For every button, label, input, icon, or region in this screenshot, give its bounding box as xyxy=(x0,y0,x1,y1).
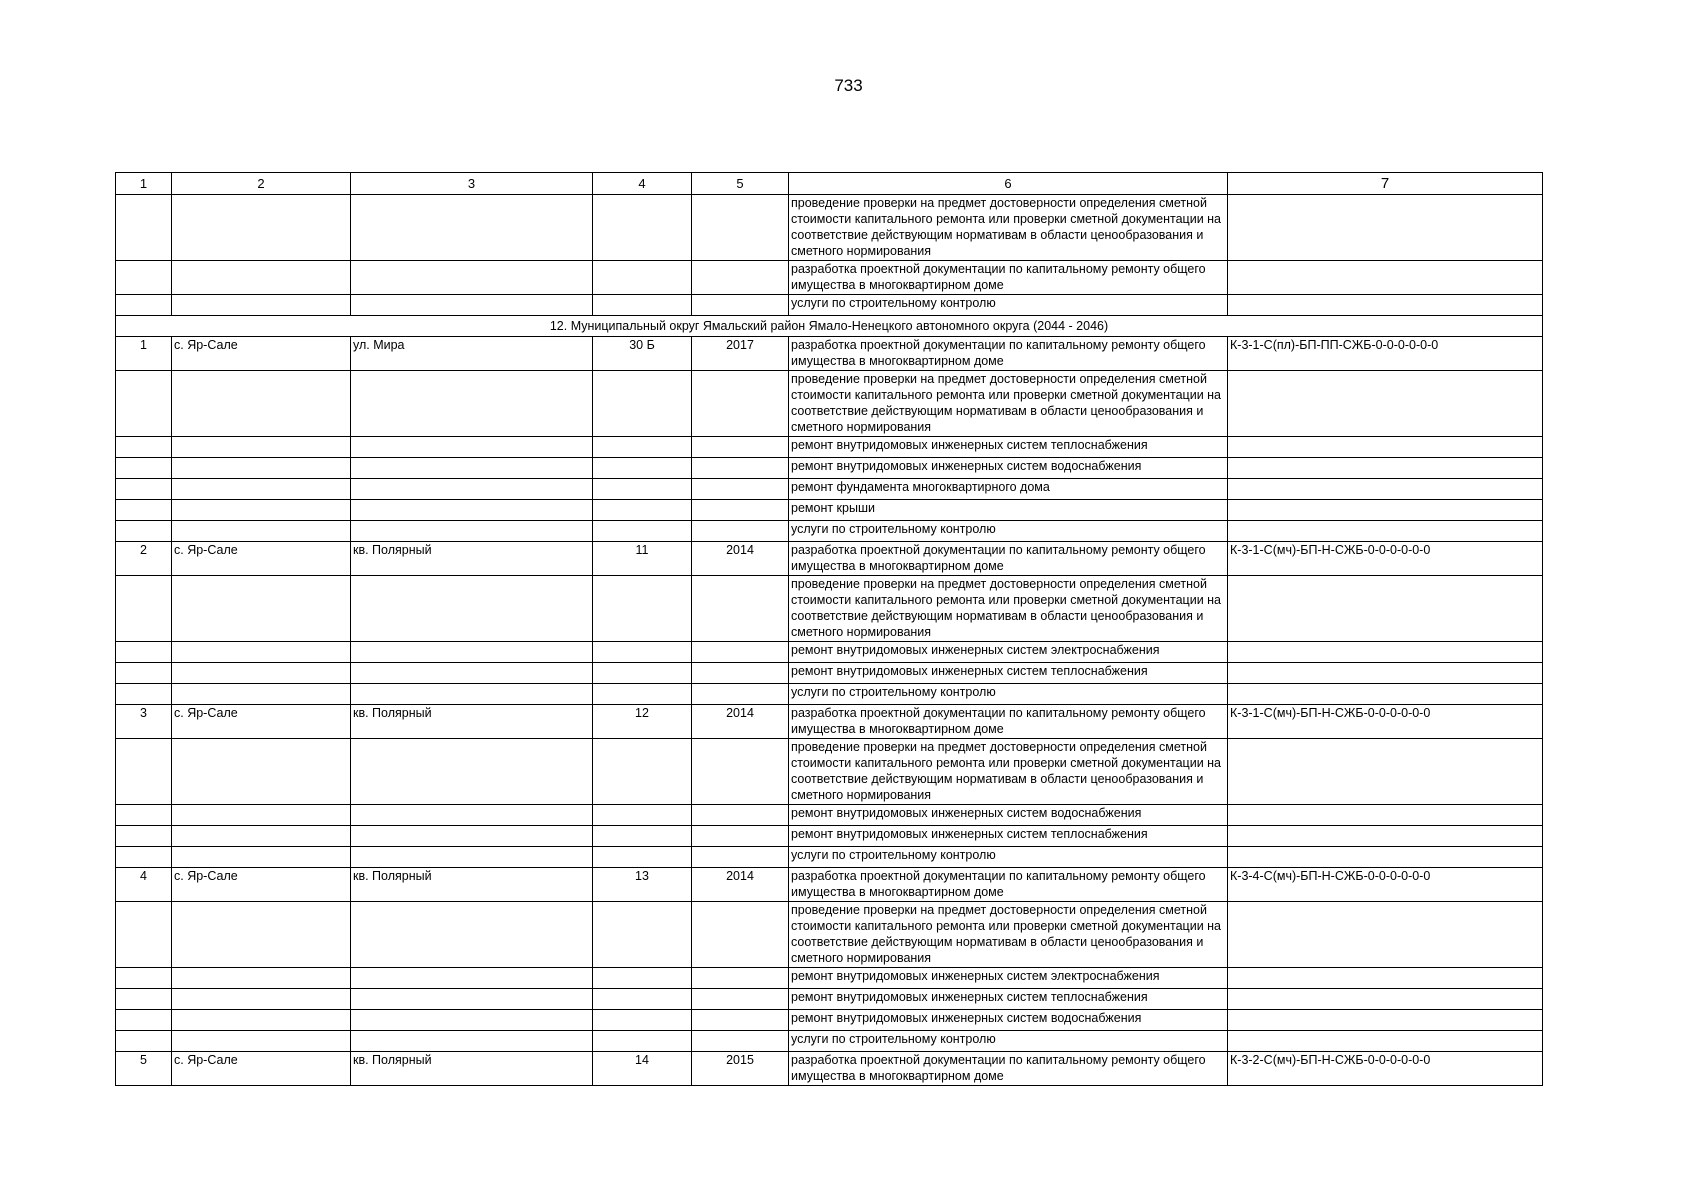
work-cell: разработка проектной документации по капитальному ремонту общего имущества в многоквартирном доме xyxy=(789,261,1228,295)
table-row xyxy=(116,642,1543,663)
street-cell xyxy=(351,989,593,1010)
work-cell: разработка проектной документации по капитальному ремонту общего имущества в многоквартирном доме xyxy=(789,1052,1228,1086)
settlement-cell xyxy=(172,739,351,805)
settlement-cell xyxy=(172,902,351,968)
row-number-cell xyxy=(116,989,172,1010)
table-row xyxy=(116,521,1543,542)
code-cell xyxy=(1228,1010,1543,1031)
street-cell xyxy=(351,739,593,805)
row-number-cell: 4 xyxy=(116,868,172,902)
house-number-cell xyxy=(593,968,692,989)
header-row xyxy=(116,173,1543,195)
year-cell xyxy=(692,479,789,500)
code-cell xyxy=(1228,437,1543,458)
street-cell xyxy=(351,521,593,542)
street-cell xyxy=(351,805,593,826)
header-cell: 7 xyxy=(1228,173,1543,195)
settlement-cell xyxy=(172,968,351,989)
street-cell xyxy=(351,500,593,521)
street-cell xyxy=(351,576,593,642)
table-row xyxy=(116,542,1543,576)
region-row xyxy=(116,316,1543,337)
year-cell: 2014 xyxy=(692,868,789,902)
work-cell: разработка проектной документации по капитальному ремонту общего имущества в многоквартирном доме xyxy=(789,868,1228,902)
row-number-cell xyxy=(116,500,172,521)
house-number-cell xyxy=(593,500,692,521)
house-number-cell xyxy=(593,479,692,500)
year-cell xyxy=(692,663,789,684)
capital-repair-table xyxy=(115,172,1543,1086)
table-row xyxy=(116,458,1543,479)
house-number-cell xyxy=(593,739,692,805)
table-row xyxy=(116,479,1543,500)
work-cell: проведение проверки на предмет достоверности определения сметной стоимости капитального ремонта или проверки сметной документации на соответствие действующим нормативам в области ценообразования и сметного нормирования xyxy=(789,576,1228,642)
row-number-cell: 1 xyxy=(116,337,172,371)
year-cell xyxy=(692,989,789,1010)
work-cell: ремонт внутридомовых инженерных систем теплоснабжения xyxy=(789,826,1228,847)
street-cell xyxy=(351,437,593,458)
settlement-cell xyxy=(172,663,351,684)
year-cell: 2015 xyxy=(692,1052,789,1086)
table-row xyxy=(116,1031,1543,1052)
year-cell xyxy=(692,739,789,805)
street-cell: кв. Полярный xyxy=(351,1052,593,1086)
table-row xyxy=(116,1010,1543,1031)
row-number-cell xyxy=(116,805,172,826)
row-number-cell xyxy=(116,902,172,968)
year-cell xyxy=(692,642,789,663)
house-number-cell xyxy=(593,1031,692,1052)
table-row xyxy=(116,805,1543,826)
code-cell xyxy=(1228,642,1543,663)
table-row xyxy=(116,1052,1543,1086)
row-number-cell xyxy=(116,458,172,479)
street-cell: ул. Мира xyxy=(351,337,593,371)
house-number-cell xyxy=(593,371,692,437)
header-cell: 2 xyxy=(172,173,351,195)
row-number-cell xyxy=(116,437,172,458)
row-number-cell: 5 xyxy=(116,1052,172,1086)
row-number-cell xyxy=(116,1031,172,1052)
year-cell xyxy=(692,458,789,479)
code-cell xyxy=(1228,826,1543,847)
row-number-cell xyxy=(116,739,172,805)
year-cell xyxy=(692,576,789,642)
page-number: 733 xyxy=(834,76,863,95)
house-number-cell xyxy=(593,847,692,868)
settlement-cell xyxy=(172,479,351,500)
year-cell xyxy=(692,1031,789,1052)
code-cell xyxy=(1228,521,1543,542)
code-cell xyxy=(1228,968,1543,989)
work-cell: услуги по строительному контролю xyxy=(789,521,1228,542)
code-cell: К-3-1-С(мч)-БП-Н-СЖБ-0-0-0-0-0-0 xyxy=(1228,705,1543,739)
house-number-cell xyxy=(593,805,692,826)
row-number-cell: 2 xyxy=(116,542,172,576)
year-cell xyxy=(692,968,789,989)
house-number-cell xyxy=(593,642,692,663)
street-cell xyxy=(351,642,593,663)
table-row xyxy=(116,826,1543,847)
year-cell: 2014 xyxy=(692,705,789,739)
settlement-cell xyxy=(172,458,351,479)
table-row xyxy=(116,989,1543,1010)
work-cell: ремонт внутридомовых инженерных систем водоснабжения xyxy=(789,458,1228,479)
row-number-cell xyxy=(116,521,172,542)
settlement-cell xyxy=(172,1031,351,1052)
house-number-cell xyxy=(593,989,692,1010)
year-cell xyxy=(692,847,789,868)
code-cell: К-3-1-С(пл)-БП-ПП-СЖБ-0-0-0-0-0-0 xyxy=(1228,337,1543,371)
year-cell xyxy=(692,826,789,847)
region-title: 12. Муниципальный округ Ямальский район Ямало-Ненецкого автономного округа (2044 - 2046) xyxy=(116,316,1543,337)
settlement-cell xyxy=(172,371,351,437)
code-cell xyxy=(1228,805,1543,826)
row-number-cell xyxy=(116,663,172,684)
street-cell: кв. Полярный xyxy=(351,868,593,902)
work-cell: проведение проверки на предмет достоверности определения сметной стоимости капитального ремонта или проверки сметной документации на соответствие действующим нормативам в области ценообразования и сметного нормирования xyxy=(789,902,1228,968)
code-cell xyxy=(1228,989,1543,1010)
year-cell xyxy=(692,437,789,458)
table-row xyxy=(116,295,1543,316)
code-cell: К-3-2-С(мч)-БП-Н-СЖБ-0-0-0-0-0-0 xyxy=(1228,1052,1543,1086)
settlement-cell: с. Яр-Сале xyxy=(172,868,351,902)
work-cell: ремонт внутридомовых инженерных систем теплоснабжения xyxy=(789,437,1228,458)
work-cell: ремонт крыши xyxy=(789,500,1228,521)
street-cell: кв. Полярный xyxy=(351,705,593,739)
table-row xyxy=(116,868,1543,902)
table-row xyxy=(116,500,1543,521)
table-row xyxy=(116,437,1543,458)
row-number-cell xyxy=(116,826,172,847)
settlement-cell xyxy=(172,847,351,868)
code-cell xyxy=(1228,1031,1543,1052)
street-cell xyxy=(351,663,593,684)
street-cell xyxy=(351,968,593,989)
table-row xyxy=(116,195,1543,261)
row-number-cell xyxy=(116,847,172,868)
table-row xyxy=(116,739,1543,805)
code-cell xyxy=(1228,684,1543,705)
settlement-cell xyxy=(172,642,351,663)
row-number-cell xyxy=(116,576,172,642)
settlement-cell xyxy=(172,500,351,521)
settlement-cell xyxy=(172,684,351,705)
code-cell: К-3-4-С(мч)-БП-Н-СЖБ-0-0-0-0-0-0 xyxy=(1228,868,1543,902)
settlement-cell: с. Яр-Сале xyxy=(172,1052,351,1086)
year-cell xyxy=(692,684,789,705)
work-cell: ремонт внутридомовых инженерных систем электроснабжения xyxy=(789,968,1228,989)
header-cell: 5 xyxy=(692,173,789,195)
work-cell: услуги по строительному контролю xyxy=(789,847,1228,868)
work-cell: ремонт внутридомовых инженерных систем теплоснабжения xyxy=(789,989,1228,1010)
year-cell xyxy=(692,902,789,968)
header-cell: 1 xyxy=(116,173,172,195)
house-number-cell xyxy=(593,521,692,542)
work-cell: ремонт фундамента многоквартирного дома xyxy=(789,479,1228,500)
code-cell xyxy=(1228,458,1543,479)
house-number-cell: 11 xyxy=(593,542,692,576)
settlement-cell: с. Яр-Сале xyxy=(172,542,351,576)
code-cell xyxy=(1228,663,1543,684)
table-row xyxy=(116,371,1543,437)
house-number-cell: 30 Б xyxy=(593,337,692,371)
house-number-cell xyxy=(593,684,692,705)
work-cell: проведение проверки на предмет достоверности определения сметной стоимости капитального ремонта или проверки сметной документации на соответствие действующим нормативам в области ценообразования и сметного нормирования xyxy=(789,739,1228,805)
table-row xyxy=(116,902,1543,968)
house-number-cell xyxy=(593,576,692,642)
house-number-cell xyxy=(593,902,692,968)
header-cell: 6 xyxy=(789,173,1228,195)
house-number-cell xyxy=(593,663,692,684)
table-row xyxy=(116,576,1543,642)
street-cell xyxy=(351,902,593,968)
header-cell: 4 xyxy=(593,173,692,195)
code-cell xyxy=(1228,371,1543,437)
street-cell xyxy=(351,1031,593,1052)
work-cell: ремонт внутридомовых инженерных систем водоснабжения xyxy=(789,1010,1228,1031)
row-number-cell xyxy=(116,642,172,663)
street-cell xyxy=(351,847,593,868)
row-number-cell xyxy=(116,684,172,705)
work-cell: услуги по строительному контролю xyxy=(789,684,1228,705)
house-number-cell xyxy=(593,1010,692,1031)
settlement-cell xyxy=(172,805,351,826)
year-cell: 2014 xyxy=(692,542,789,576)
code-cell xyxy=(1228,479,1543,500)
year-cell xyxy=(692,805,789,826)
code-cell xyxy=(1228,847,1543,868)
settlement-cell xyxy=(172,826,351,847)
row-number-cell xyxy=(116,968,172,989)
year-cell xyxy=(692,371,789,437)
settlement-cell: с. Яр-Сале xyxy=(172,705,351,739)
table-row xyxy=(116,337,1543,371)
table-row xyxy=(116,847,1543,868)
code-cell xyxy=(1228,576,1543,642)
row-number-cell xyxy=(116,479,172,500)
street-cell xyxy=(351,371,593,437)
work-cell: разработка проектной документации по капитальному ремонту общего имущества в многоквартирном доме xyxy=(789,542,1228,576)
row-number-cell: 3 xyxy=(116,705,172,739)
work-cell: ремонт внутридомовых инженерных систем электроснабжения xyxy=(789,642,1228,663)
street-cell xyxy=(351,1010,593,1031)
row-number-cell xyxy=(116,371,172,437)
year-cell xyxy=(692,500,789,521)
table-row xyxy=(116,968,1543,989)
house-number-cell xyxy=(593,437,692,458)
work-cell: разработка проектной документации по капитальному ремонту общего имущества в многоквартирном доме xyxy=(789,337,1228,371)
settlement-cell xyxy=(172,576,351,642)
settlement-cell xyxy=(172,437,351,458)
settlement-cell xyxy=(172,1010,351,1031)
work-cell: ремонт внутридомовых инженерных систем водоснабжения xyxy=(789,805,1228,826)
code-cell xyxy=(1228,739,1543,805)
work-cell: услуги по строительному контролю xyxy=(789,1031,1228,1052)
code-cell xyxy=(1228,500,1543,521)
work-cell: разработка проектной документации по капитальному ремонту общего имущества в многоквартирном доме xyxy=(789,705,1228,739)
street-cell xyxy=(351,684,593,705)
header-cell: 3 xyxy=(351,173,593,195)
street-cell xyxy=(351,826,593,847)
street-cell xyxy=(351,458,593,479)
house-number-cell xyxy=(593,458,692,479)
settlement-cell xyxy=(172,989,351,1010)
code-cell xyxy=(1228,902,1543,968)
house-number-cell: 13 xyxy=(593,868,692,902)
work-cell: ремонт внутридомовых инженерных систем теплоснабжения xyxy=(789,663,1228,684)
settlement-cell: с. Яр-Сале xyxy=(172,337,351,371)
year-cell xyxy=(692,1010,789,1031)
settlement-cell xyxy=(172,521,351,542)
year-cell xyxy=(692,521,789,542)
table-row xyxy=(116,684,1543,705)
table-row xyxy=(116,705,1543,739)
table-row xyxy=(116,261,1543,295)
work-cell: услуги по строительному контролю xyxy=(789,295,1228,316)
table-row xyxy=(116,663,1543,684)
code-cell: К-3-1-С(мч)-БП-Н-СЖБ-0-0-0-0-0-0 xyxy=(1228,542,1543,576)
house-number-cell: 12 xyxy=(593,705,692,739)
street-cell xyxy=(351,479,593,500)
work-cell: проведение проверки на предмет достоверности определения сметной стоимости капитального ремонта или проверки сметной документации на соответствие действующим нормативам в области ценообразования и сметного нормирования xyxy=(789,371,1228,437)
row-number-cell xyxy=(116,1010,172,1031)
street-cell: кв. Полярный xyxy=(351,542,593,576)
house-number-cell xyxy=(593,826,692,847)
work-cell: проведение проверки на предмет достоверности определения сметной стоимости капитального ремонта или проверки сметной документации на соответствие действующим нормативам в области ценообразования и сметного нормирования xyxy=(789,195,1228,261)
year-cell: 2017 xyxy=(692,337,789,371)
house-number-cell: 14 xyxy=(593,1052,692,1086)
